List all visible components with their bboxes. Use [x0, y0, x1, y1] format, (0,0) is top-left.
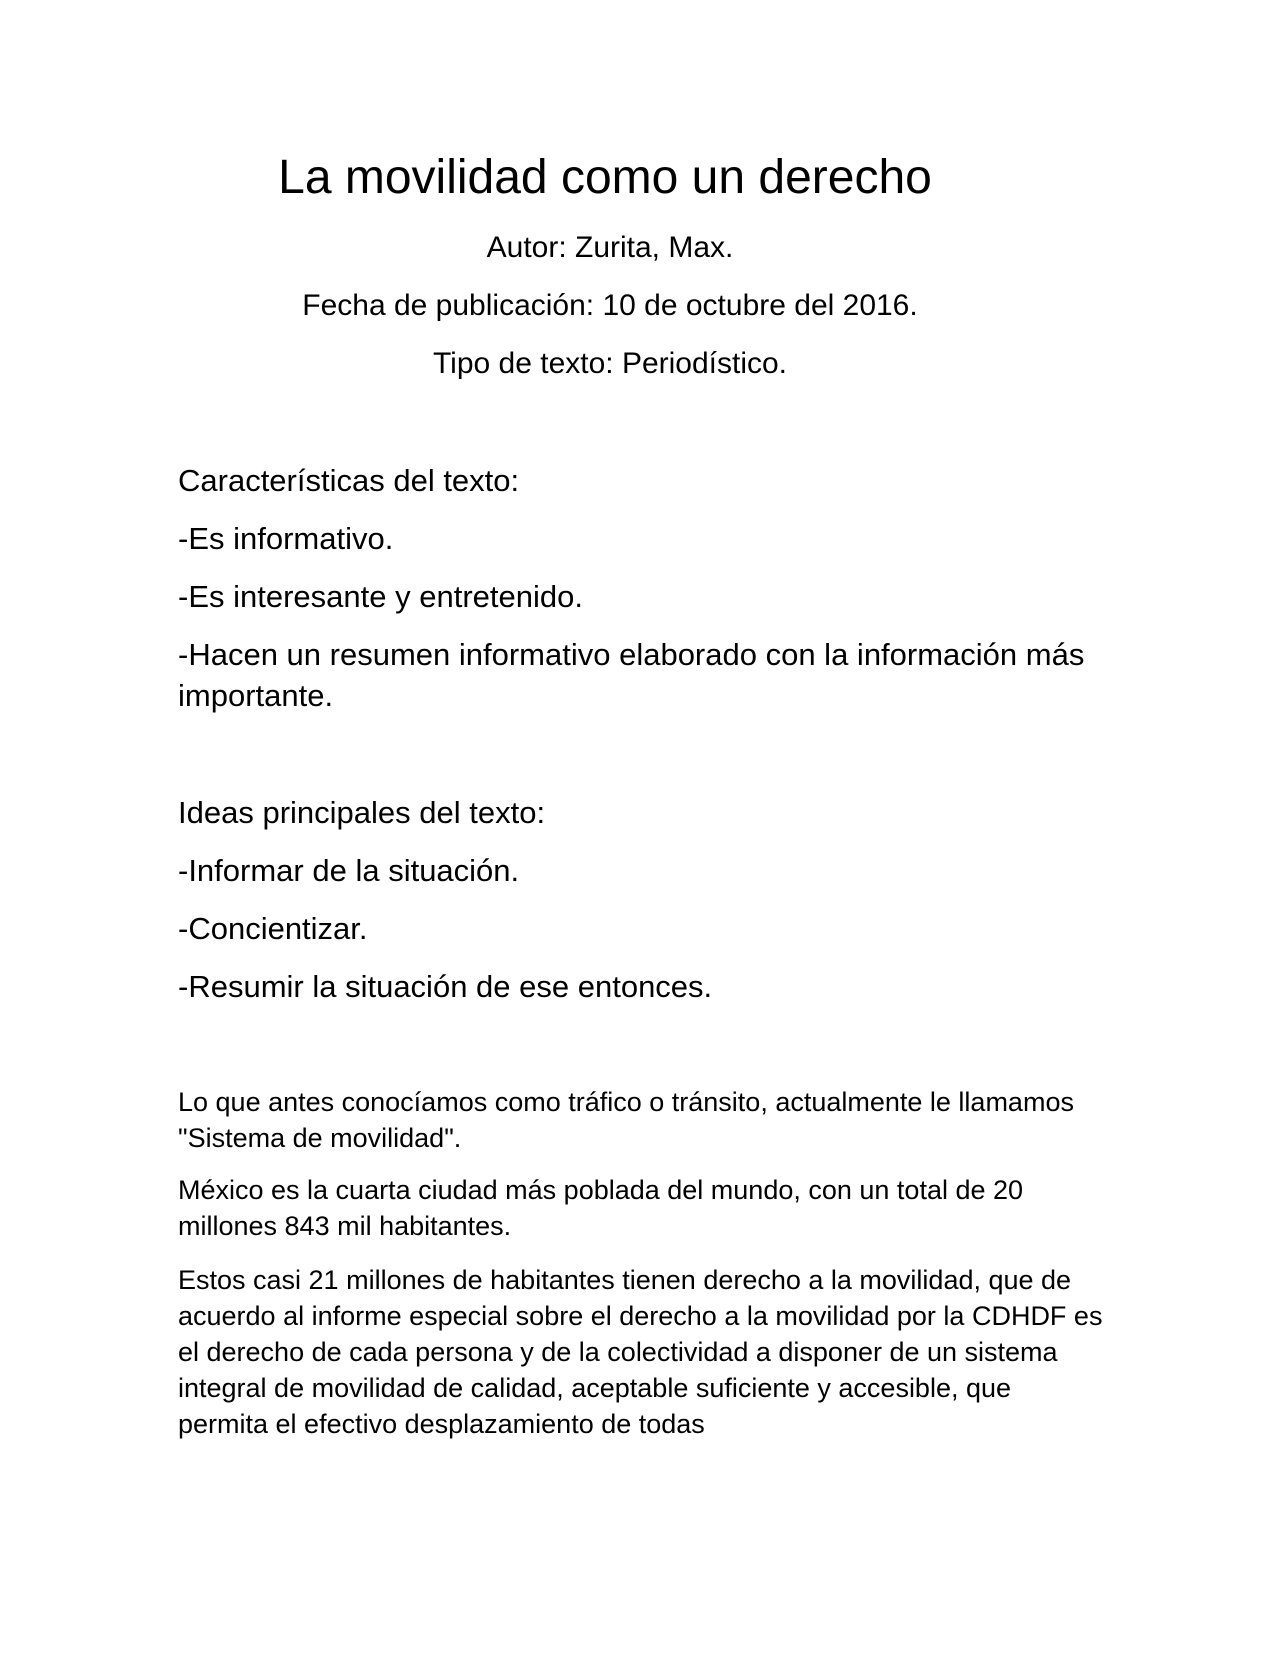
- body-paragraph: Lo que antes conocíamos como tráfico o tránsito, actualmente le llamamos "Sistema de movilidad".: [178, 1087, 1074, 1153]
- author-line: Autor: Zurita, Max.: [486, 231, 734, 264]
- main-ideas-heading: Ideas principales del texto:: [178, 795, 546, 830]
- characteristics-heading: Características del texto:: [178, 463, 520, 498]
- characteristics-item: -Hacen un resumen informativo elaborado con la información más importante.: [178, 637, 1085, 713]
- publication-date-line: Fecha de publicación: 10 de octubre del 2016.: [302, 289, 918, 322]
- main-ideas-item: -Informar de la situación.: [178, 853, 520, 888]
- main-ideas-item: -Concientizar.: [178, 911, 368, 946]
- characteristics-item: -Es interesante y entretenido.: [178, 579, 583, 614]
- main-ideas-item: -Resumir la situación de ese entonces.: [178, 969, 713, 1004]
- body-paragraph: Estos casi 21 millones de habitantes tienen derecho a la movilidad, que de acuerdo al informe especial sobre el derecho a la movilidad por la CDHDF es el derecho de cada persona y de la colectividad a disponer de un sistema integral de movilidad de calidad, aceptable suficiente y accesible, que permita el efectivo desplazamiento de todas: [178, 1265, 1103, 1439]
- text-type-line: Tipo de texto: Periodístico.: [432, 347, 788, 380]
- characteristics-item: -Es informativo.: [178, 521, 394, 556]
- body-paragraph: México es la cuarta ciudad más poblada del mundo, con un total de 20 millones 843 mil habitantes.: [178, 1175, 1024, 1241]
- document-title: La movilidad como un derecho: [278, 151, 932, 204]
